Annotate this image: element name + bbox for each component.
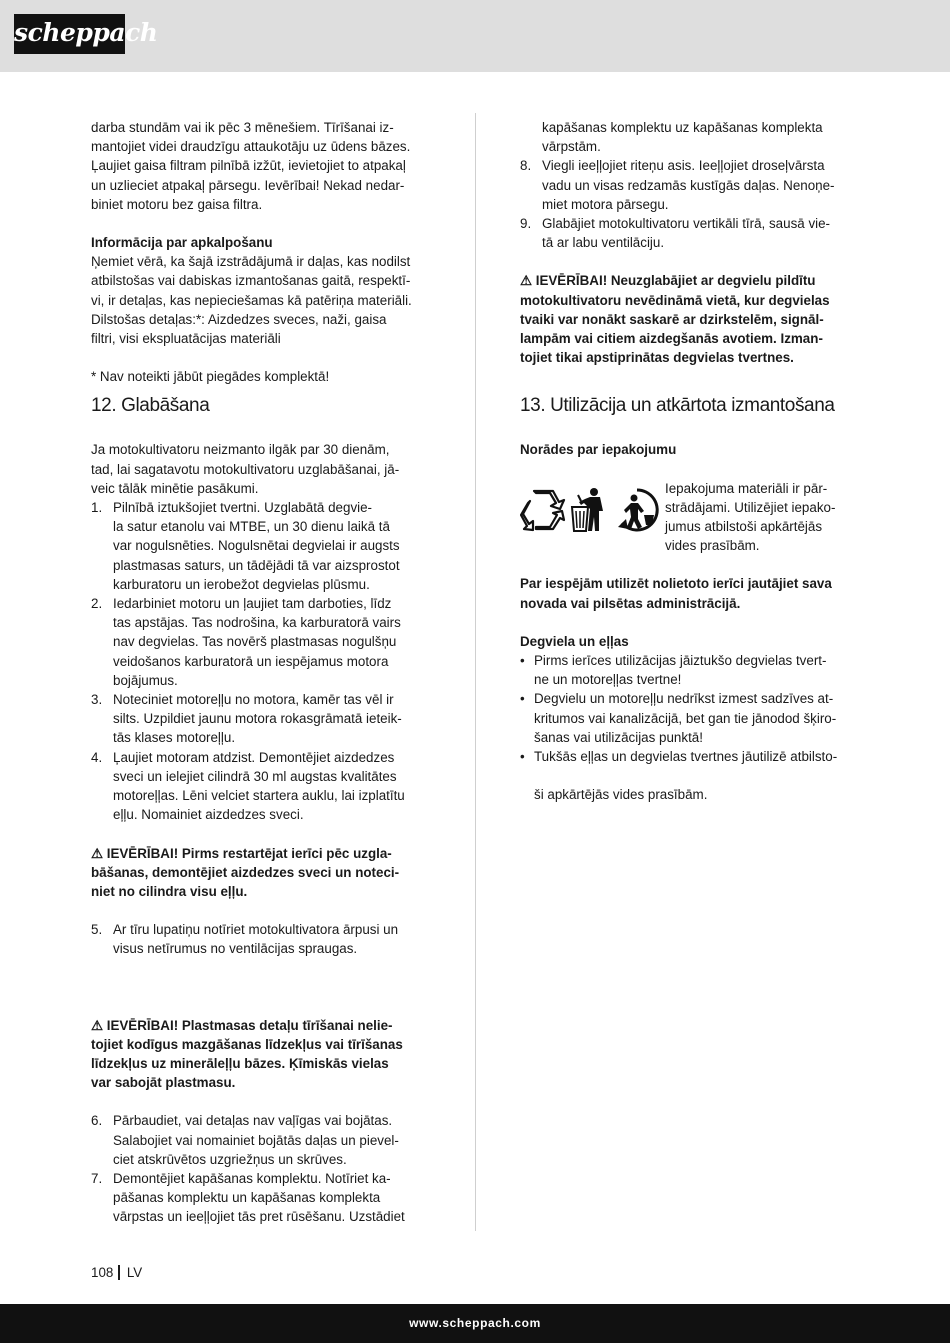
item-text: Iedarbiniet motoru un ļaujiet tam darboties, līdz tas apstājas. Tas nodrošina, ka karburatorā vairs nav degvielas. Tas novērš plastmasas nogulšņu veidošanos karburatorā un iespējamus motora bojājumus.: [113, 596, 401, 688]
list-item: [520, 156, 859, 214]
item-text: Pārbaudiet, vai detaļas nav vaļīgas vai bojātas. Salabojiet vai nomainiet bojātās daļas un pievel- ciet atskrūvētos uzgriežņus un skrūves.: [113, 1113, 399, 1167]
item-number: 5.: [91, 922, 103, 938]
list-item: [91, 1111, 430, 1169]
item-number: 1.: [91, 500, 103, 516]
warning-plastic: ⚠ IEVĒRĪBAI! Plastmasas detaļu tīrīšanai nelie- tojiet kodīgus mazgāšanas līdzekļus vai tīrīšanas līdzekļus uz minerāleļļu bāzes. Ķīmiskās vielas var sabojāt plastmasu.: [91, 1017, 403, 1091]
fuel-bullet-list: [520, 651, 859, 766]
list-item: [91, 498, 430, 594]
bullet-marker: •: [520, 749, 525, 765]
right-column: [520, 118, 859, 804]
warning-restart: ⚠ IEVĒRĪBAI! Pirms restartējat ierīci pēc uzgla- bāšanas, demontējiet aizdedzes sveci un noteci- niet no cilindra visu eļļu.: [91, 845, 400, 899]
service-info-paragraph: Ņemiet vērā, ka šajā izstrādājumā ir daļas, kas nodilst atbilstošas vai dabiskas izmantošanas gaitā, respektī- vi, ir detaļas, kas nepieciešamas kā patēriņa materiāli. Dilstošas detaļas:*: Aizdedzes sveces, naži, gaisa filtri, visi ekspluatācijas materiāli: [91, 254, 412, 347]
column-divider: [475, 113, 476, 1231]
left-column: [91, 118, 430, 1227]
brand-logo: scheppach: [14, 14, 125, 54]
packaging-heading: Norādes par iepakojumu: [520, 442, 677, 458]
page-number-separator: [118, 1265, 120, 1280]
item-number: 6.: [91, 1113, 103, 1129]
item-text: Tukšās eļļas un degvielas tvertnes jāutilizē atbilsto-: [534, 749, 838, 765]
section-13-heading: 13. Utilizācija un atkārtota izmantošana: [520, 395, 835, 417]
language-code: LV: [126, 1265, 143, 1280]
recycle-person-icon: [614, 487, 660, 533]
item-number: 2.: [91, 596, 103, 612]
disposal-note: Par iespējām utilizēt nolietoto ierīci jautājiet sava novada vai pilsētas administrācijā.: [520, 576, 832, 611]
footer-url: www.scheppach.com: [409, 1316, 541, 1330]
item-number: 3.: [91, 692, 103, 708]
recycle-icon: [520, 487, 566, 533]
list-item: [520, 651, 859, 689]
page-number: 108: [91, 1265, 114, 1280]
item-text: Pilnībā iztukšojiet tvertni. Uzglabātā degvie- la satur etanolu vai MTBE, un 30 dienu laikā tā var nogulsnēties. Nogulsnētai degvielai ir augsts plastmasas saturs, un tādējādi tā var aizsprostot karburatoru un ierobežot degvielas plūsmu.: [113, 500, 400, 592]
step-7-continuation: kapāšanas komplektu uz kapāšanas komplekta vārpstām.: [542, 120, 823, 155]
list-item: [91, 748, 430, 825]
list-item: [520, 747, 859, 766]
list-item: [520, 214, 859, 252]
storage-steps-8-9: [520, 156, 859, 252]
item-text: Viegli ieeļļojiet riteņu asis. Ieeļļojiet droseļvārsta vadu un visas redzamās kustīgās daļas. Nenoņe- miet motora pārsegu.: [542, 158, 835, 212]
packaging-block: [520, 479, 859, 556]
page-header: [0, 0, 950, 72]
item-number: 4.: [91, 749, 103, 765]
list-item: [91, 1169, 430, 1227]
packaging-text: Iepakojuma materiāli ir pār- strādājami. Utilizējiet iepako- jumus atbilstoši apkārtējās vides prasībām.: [665, 480, 836, 554]
packaging-icons: [520, 487, 665, 533]
footnote: * Nav noteikti jābūt piegādes komplektā!: [91, 369, 330, 385]
list-item: [91, 594, 430, 690]
item-text: Ļaujiet motoram atdzist. Demontējiet aizdedzes sveci un ielejiet cilindrā 30 ml augstas kvalitātes motoreļļas. Lēni velciet startera auklu, lai izplatītu eļļu. Nomainiet aizdedzes sveci.: [113, 749, 405, 823]
item-text: Glabājiet motokultivatoru vertikāli tīrā, sausā vie- tā ar labu ventilāciju.: [542, 216, 831, 251]
storage-steps-6-7: [91, 1111, 430, 1226]
page-footer: [0, 1304, 950, 1343]
list-item: [91, 690, 430, 748]
bullet-marker: •: [520, 691, 525, 707]
warning-fuel-storage: ⚠ IEVĒRĪBAI! Neuzglabājiet ar degvielu pildītu motokultivatoru nevēdināmā vietā, kur degvielas tvaiki var nonākt saskarē ar dzirkstelēm, signāl- lampām vai citiem aizdegšanās avotiem. Izman- tojiet tikai apstiprinātas degvielas tvertnes.: [520, 273, 830, 366]
storage-steps-1-4: [91, 498, 430, 824]
item-text: Pirms ierīces utilizācijas jāiztukšo degvielas tvert- ne un motoreļļas tvertne!: [534, 653, 827, 688]
item-number: 7.: [91, 1170, 103, 1186]
bullet-marker: •: [520, 653, 525, 669]
item-number: 9.: [520, 216, 532, 232]
bin-disposal-icon: [570, 487, 610, 533]
item-text: Ar tīru lupatiņu notīriet motokultivatora ārpusi un visus netīrumus no ventilācijas spraugas.: [113, 922, 399, 957]
fuel-oils-heading: Degviela un eļļas: [520, 633, 629, 649]
item-text: Demontējiet kapāšanas komplektu. Notīriet ka- pāšanas komplektu un kapāšanas komplekta vārpstas un ieeļļojiet tās pret rūsēšanu. Uzstādiet: [113, 1170, 405, 1225]
page-number-label: [91, 1265, 142, 1280]
service-info-heading: Informācija par apkalpošanu: [91, 235, 273, 251]
item-text: Degvielu un motoreļļu nedrīkst izmest sadzīves at- kritumos vai kanalizācijā, bet gan tie jānodod šķiro- šanas vai utilizācijas punktā!: [534, 691, 837, 745]
item-number: 8.: [520, 158, 532, 174]
air-filter-paragraph: darba stundām vai ik pēc 3 mēnešiem. Tīrīšanai iz- mantojiet videi draudzīgu attaukotāju uz ūdens bāzes. Ļaujiet gaisa filtram pilnībā izžūt, ievietojiet to atpakaļ un uzlieciet atpakaļ pārsegu. Ievērībai! Nekad nedar- biniet motoru bez gaisa filtra.: [91, 120, 411, 212]
list-item: [520, 689, 859, 747]
fuel-bullet-continuation: ši apkārtējās vides prasībām.: [534, 787, 708, 803]
section-12-heading: 12. Glabāšana: [91, 395, 210, 417]
storage-intro: Ja motokultivatoru neizmanto ilgāk par 30 dienām, tad, lai sagatavotu motokultivatoru uzglabāšanai, jā- veic tālāk minētie pasākumi.: [91, 442, 400, 496]
item-text: Noteciniet motoreļļu no motora, kamēr tas vēl ir silts. Uzpildiet jaunu motora rokasgrāmatā ieteik- tās klases motoreļļu.: [113, 692, 402, 746]
list-item: [91, 920, 430, 958]
